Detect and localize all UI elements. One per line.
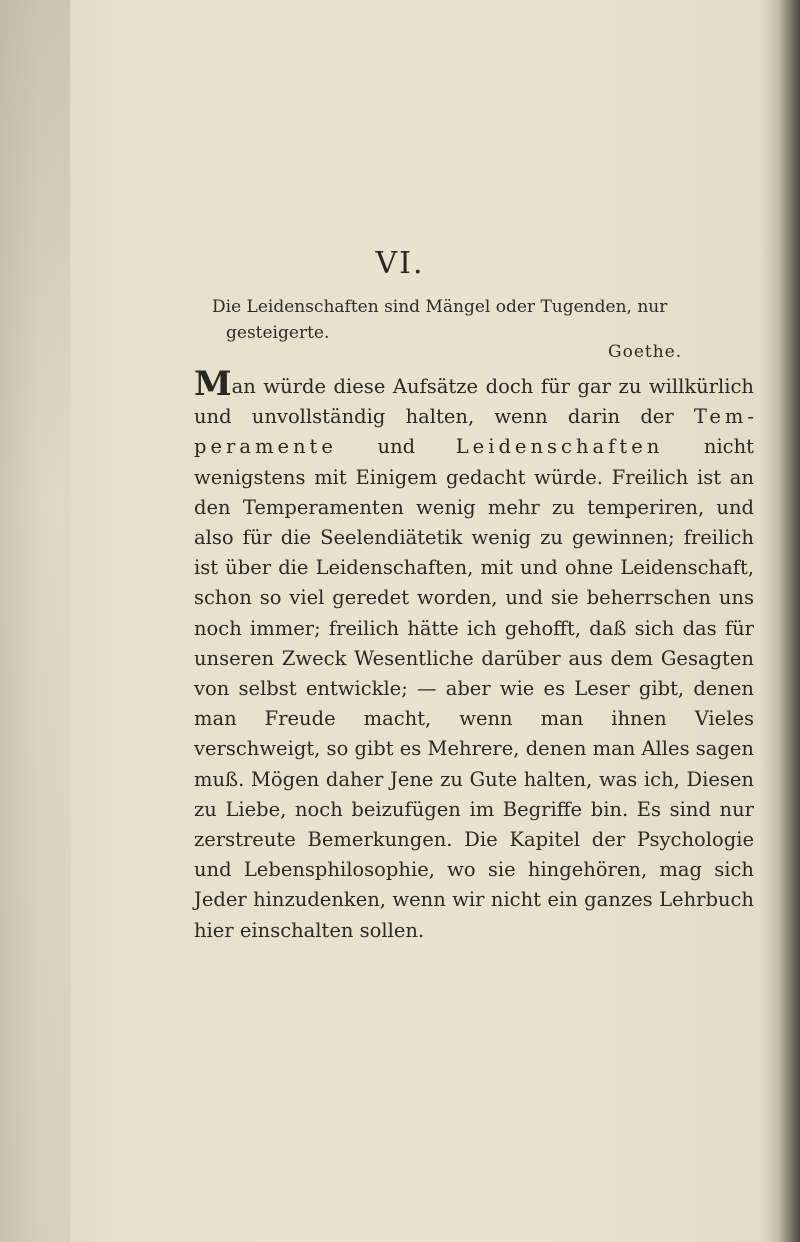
body-text-part-2: und <box>336 435 456 459</box>
motto-line-2: gesteigerte. <box>226 323 330 343</box>
binding-shadow <box>778 0 800 1242</box>
body-text-part-1: an würde diese Aufsätze doch für gar zu willkürlich und unvollständig halten, wenn darin der <box>194 375 754 429</box>
emphasis-leidenschaften: Leidenschaften <box>455 435 664 459</box>
motto-author: Goethe. <box>608 342 683 362</box>
drop-cap: M <box>194 364 232 404</box>
emphasis-temperamente: Temperamente <box>194 405 754 459</box>
chapter-number: VI. <box>375 246 425 281</box>
body-paragraph <box>194 364 754 946</box>
motto-quote <box>212 294 712 346</box>
motto-line-1: Die Leidenschaften sind Mängel oder Tugenden, nur <box>212 297 668 317</box>
body-text-part-3: nicht wenigstens mit Einigem gedacht würde. Freilich ist an den Temperamenten wenig mehr zu temperiren, und also für die Seelendiätetik wenig zu gewinnen; freilich ist über die Leidenschaften, mit und ohne Leidenschaft, schon so viel geredet worden, und sie beherrschen uns noch immer; freilich hätte ich gehofft, daß sich das für unseren Zweck Wesentliche darüber aus dem Gesagten von selbst entwickle; — aber wie es Leser gibt, denen man Freude macht, wenn man ihnen Vieles verschweigt, so gibt es Mehrere, denen man Alles sagen muß. Mögen daher Jene zu Gute halten, was ich, Diesen zu Liebe, noch beizufügen im Begriffe bin. Es sind nur zerstreute Bemerkungen. Die Kapitel der Psychologie und Lebensphilosophie, wo sie hingehören, mag sich Jeder hinzudenken, wenn wir nicht ein ganzes Lehrbuch hier einschalten sollen. <box>194 435 754 942</box>
page-edge-stain <box>0 0 70 1242</box>
